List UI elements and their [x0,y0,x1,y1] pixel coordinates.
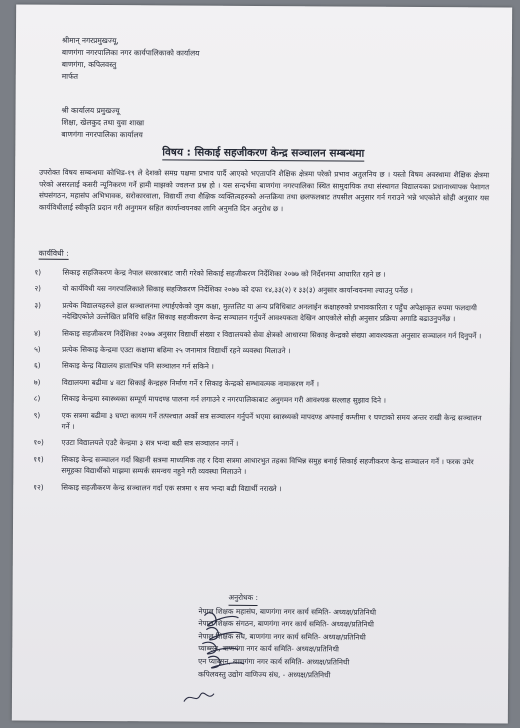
list-item [34,376,486,390]
item-text: यो कार्यविधी यस नगरपालिकाले सिकाइ सहजिकरण निर्देशिका २०७७ को दफा १४,३३(२) र ३३(३) अनुसार कार्यान्वयनमा ल्याउनु पर्नेछ । [62,284,413,296]
list-item [34,344,486,358]
addressee-line: बाणगंगा नगरपालिका नगर कार्यपालिकाको कार्यालय [61,47,200,58]
signatory-line: नेपाल शिक्षक महासंघ, बाणगंगा नगर कार्य समिति- अध्यक्ष/प्रतिनिधी [198,606,377,617]
item-text: एउटा विद्यालयले एउटै केन्द्रमा ३ सत्र भन्दा बढी सत्र सञ्चालन नगर्ने । [61,438,239,449]
cc-line: श्री कार्यालय प्रमुखज्यू [61,105,120,116]
item-number: ७) [33,377,41,387]
procedure-heading: कार्यविधी : [38,248,69,258]
item-number: ९) [33,410,41,420]
subject-heading [15,144,511,161]
signatory-line: कपिलवस्तु उद्योग वाणिज्य संघ, - अध्यक्ष/प्रतिनिधी [198,669,331,679]
list-item [33,481,485,495]
item-text: प्रत्येक विद्यालयहरुले हाल सञ्चालनमा ल्याईएकेको जुम कक्षा, मुल्तलिट या अन्य प्रविधिबाट अनलाईन कक्षाहरुको प्रभावकारिता र पहुँच अपेक्षाकृत रुपमा फलदायी नदेखिएकोले उल्लेखित प्रविधि सहित सिकाइ सहजीकरण केन्द्र सञ्चालन गर्नुपर्ने आवश्यकता देखिन आएकोले सोही अनुसार प्रक्रिया अगाडि बढाउनुपर्नेछ । [62,300,477,324]
addressee-block [62,35,200,84]
addressee-line: श्रीमान् नगरप्रमुखज्यू, [61,35,119,46]
cc-line: शिक्षा, खेलकुद तथा युवा शाखा [61,117,145,128]
item-number: १२) [33,482,44,492]
item-number: १०) [33,438,44,448]
item-number: ४) [34,328,41,338]
signatories-block [198,592,376,682]
item-number: ५) [34,344,41,354]
procedure-list [33,267,486,501]
list-item [34,360,486,374]
item-text: सिकाइ केन्द्र सञ्चालन गर्दा बिहानी सत्रमा माध्यमिक तह र दिवा सत्रमा आधारभुत तहका विभिन्न समुह बनाई सिकाई सहजीकरण केन्द्र सञ्चालन गर्ने । फरक उमेर समूहका विद्यार्थीको माझमा सम्पर्क समन्वय नहुने गरी व्यवस्था मिलाउने । [61,454,474,477]
item-number: १) [34,267,42,277]
signatories-heading: अनुरोधक : [229,592,258,606]
list-item [34,283,486,297]
item-text: प्रत्येक सिकाइ केन्द्रमा एउटा कक्षामा बढिमा २५ जनामात्र विद्यार्थी रहने व्यवस्था मिलाउने । [62,344,291,356]
addressee-line: बाणगंगा, कपिलवस्तु [61,59,117,70]
item-text: सिकाइ केन्द्र विद्यालय हाताभित्र पनि सञ्चालन गर्न सकिने । [61,361,214,372]
list-item [34,299,486,325]
cc-line: बाणगंगा नगरपालिका कार्यालय [61,129,143,140]
item-text: सिकाइ सहजीकरण केन्द्र सञ्चालन गर्दा एक सत्रमा १ सय भन्दा बढी विद्यार्थी नराख्ने । [61,482,282,493]
list-item [34,393,486,407]
item-number: ८) [33,393,41,403]
signatory-line: नेपाल शिक्षक संगठन, बाणगंगा नगर कार्य समिति- अध्यक्ष/प्रतिनिधी [198,618,374,629]
list-item [35,267,487,281]
item-number: ३) [34,300,41,310]
signatory-line: नेपाल शिक्षक संघ, बाणगंगा नगर कार्य समिति- अध्यक्ष/प्रतिनिधी [198,631,366,642]
item-text: सिकाइ सहजीकरण निर्देशिका २०७७ अनुसार विद्यार्थी संख्या र विद्यालयको सेवा क्षेत्रको आधारमा सिकाइ केन्द्रको संख्या आवश्यकता अनुसार सञ्चालन गर्न दिनुपर्ने । [62,328,482,340]
item-text: सिकाइ सहजिकरण केन्द्र नेपाल सरकारबाट जारी गरेको सिकाई सहजीकरण निर्देशिका २०७७ को निर्देशनमा आधारित रहने छ । [62,267,386,279]
list-item [34,409,486,435]
initials-scribble [182,690,216,706]
list-item [33,453,485,479]
signatory-line: प्याब्सन, बाणगंगा नगर कार्य समिति- अध्यक्ष/प्रतिनिधी [198,643,339,654]
item-text: विद्यालयमा बढीमा ४ वटा सिकाई केन्द्रहरु निर्माण गर्ने र सिकाइ केन्द्रको सम्भावत्मक नामाकरण गर्ने । [61,377,319,389]
list-item [34,327,486,341]
item-text: सिकाइ केन्द्रमा स्वास्थ्यका सम्पूर्ण मापदण्ड पालना गर्न लगाउने र नगरपालिकाबाट अनुगमन गरी आवश्यक सल्लाह सुझाव दिने । [61,394,387,406]
item-number: २) [34,284,42,294]
subject-text: विषय : सिकाई सहजीकरण केन्द्र सञ्चालन सम्बन्धमा [162,146,365,160]
intro-paragraph: उपरोक्त विषय सम्बन्धमा कोभिड-१९ ले देशको समग्र पक्षमा प्रभाव पार्दै आएको भएतापनि शैक्षिक क्षेत्रमा परेको प्रभाव अतुलनिय छ । यस्तो विषम अवस्थामा शैक्षिक क्षेत्रमा परेको असरलाई कसरी न्यूनिकरण गर्ने हामी माझको ज्वलन्त प्रश्न हो । यस सन्दर्भमा बाणगंगा नगरपालिका स्थित सामुदायिक तथा संस्थागत विद्यालयका प्रधानाध्यापक पेशागत संघसंगठन, महासंघ अभिभावक, सरोकारवाला, विद्यार्थी तथा शैक्षिक व्यक्तित्वहरुको अन्तक्रिया तथा छलफलबाट तपसील अनुसार गर्न गराउने भन्ने भएकोले सोही अनुसार यस कार्यविधीलाई स्वीकृति प्रदान गरी अनुगमन सहित कार्यान्वयनका लागि अनुमति दिन अनुरोध छ । [38,167,490,213]
signatory-line: एन प्याब्सन, बाणगंगा नगर कार्य समिति- अध्यक्ष/प्रतिनिधी [198,656,350,667]
addressee-line: मार्फत [61,71,79,81]
item-number: ६) [33,361,41,371]
cc-block [61,105,144,142]
item-text: एक सत्रमा बढीमा ३ घण्टा कायम गर्ने तत्पश्चात अर्को सत्र सञ्चालन गर्नुपर्ने भएमा स्वास्थ्यको मापदण्ड अपनाई कम्तीमा १ घण्टाको समय अन्तर राखी केन्द्र सञ्चालन गर्ने । [61,410,482,431]
item-number: ११) [33,454,44,464]
list-item [33,437,485,451]
letter-page [12,4,512,723]
